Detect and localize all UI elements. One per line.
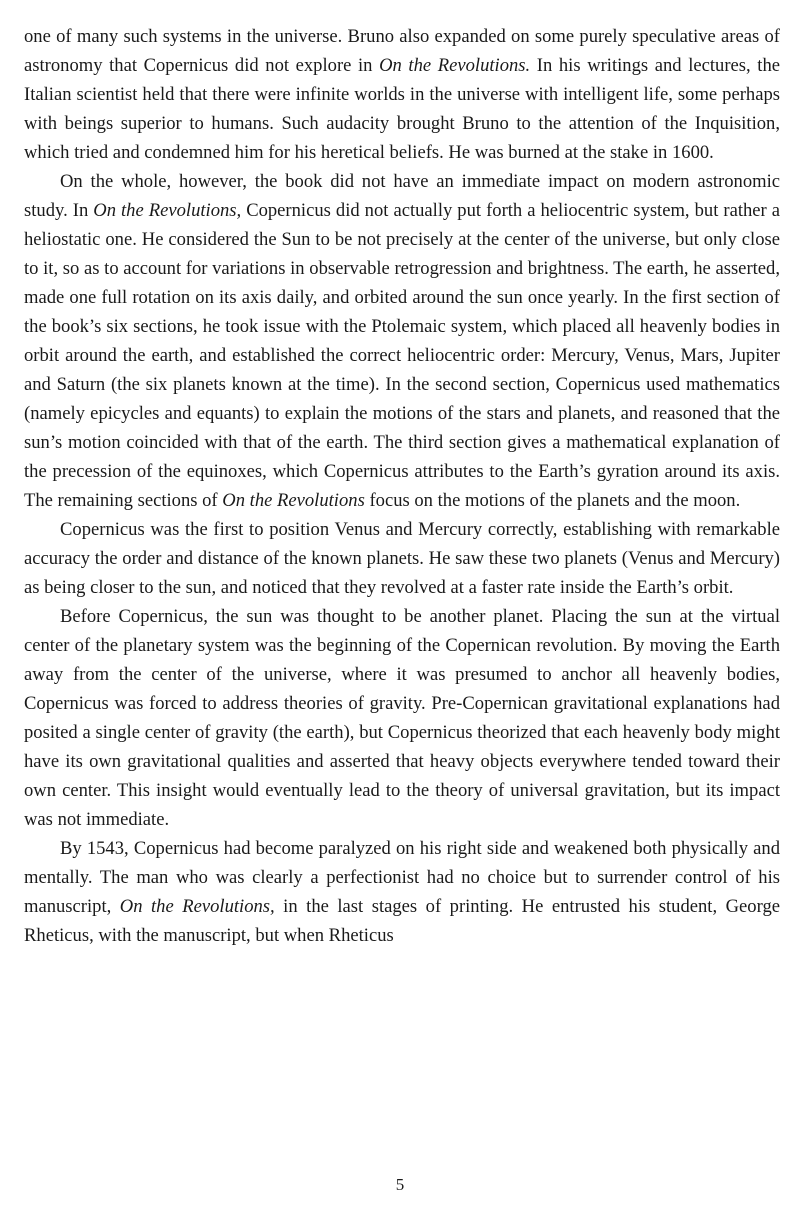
text-run: On the whole, however, the book did not have an immediate impact on modern astronomic study. In: [24, 171, 780, 221]
text-run: In his writings and lectures, the Italian scientist held that there were infinite worlds in the universe with intelligent life, some perhaps with beings superior to humans. Such audacity brought Bruno to the attention of the Inquisition, which tried and condemned him for his heretical beliefs. He was burned at the stake in 1600.: [24, 55, 780, 163]
paragraph-3: [24, 515, 780, 602]
text-run: Before Copernicus, the sun was thought to be another planet. Placing the sun at the virtual center of the planetary system was the beginning of the Copernican revolution. By moving the Earth away from the center of the universe, where it was presumed to anchor all heavenly bodies, Copernicus was forced to address theories of gravity. Pre-Copernican gravitational explanations had posited a single center of gravity (the earth), but Copernicus theorized that each heavenly body might have its own gravitational qualities and asserted that heavy objects everywhere tended toward their own center. This insight would eventually lead to the theory of universal gravitation, but its impact was not immediate.: [24, 606, 780, 830]
paragraph-4: [24, 602, 780, 834]
book-title-italic: On the Revolutions,: [119, 896, 275, 917]
text-run: Copernicus was the first to position Venus and Mercury correctly, establishing with remarkable accuracy the order and distance of the known planets. He saw these two planets (Venus and Mercury) as being closer to the sun, and noticed that they revolved at a faster rate inside the Earth’s orbit.: [24, 519, 780, 598]
book-title-italic: On the Revolutions,: [93, 200, 242, 221]
paragraph-5: [24, 834, 780, 950]
text-run: Copernicus did not actually put forth a heliocentric system, but rather a heliostatic one. He considered the Sun to be not precisely at the center of the universe, but only close to it, so as to account for variations in observable retrogression and brightness. The earth, he asserted, made one full rotation on its axis daily, and orbited around the sun once yearly. In the first section of the book’s six sections, he took issue with the Ptolemaic system, which placed all heavenly bodies in orbit around the earth, and established the correct heliocentric order: Mercury, Venus, Mars, Jupiter and Saturn (the six planets known at the time). In the second section, Copernicus used mathematics (namely epicycles and equants) to explain the motions of the stars and planets, and reasoned that the sun’s motion coincided with that of the earth. The third section gives a mathematical explanation of the precession of the equinoxes, which Copernicus attributes to the Earth’s gyration around its axis. The remaining sections of: [24, 200, 780, 511]
page-body: [24, 22, 780, 950]
paragraph-2: [24, 167, 780, 515]
book-title-italic: On the Revolutions: [222, 490, 365, 511]
text-run: in the last stages of printing. He entrusted his student, George Rheticus, with the manuscript, but when Rheticus: [24, 896, 780, 946]
text-run: one of many such systems in the universe. Bruno also expanded on some purely speculative areas of astronomy that Copernicus did not explore in: [24, 26, 780, 76]
text-run: focus on the motions of the planets and the moon.: [364, 490, 741, 511]
text-run: By 1543, Copernicus had become paralyzed on his right side and weakened both physically and mentally. The man who was clearly a perfectionist had no choice but to surrender control of his manuscript,: [24, 838, 780, 917]
paragraph-1: [24, 22, 780, 167]
page-number: 5: [395, 1175, 405, 1194]
book-title-italic: On the Revolutions.: [379, 55, 531, 76]
